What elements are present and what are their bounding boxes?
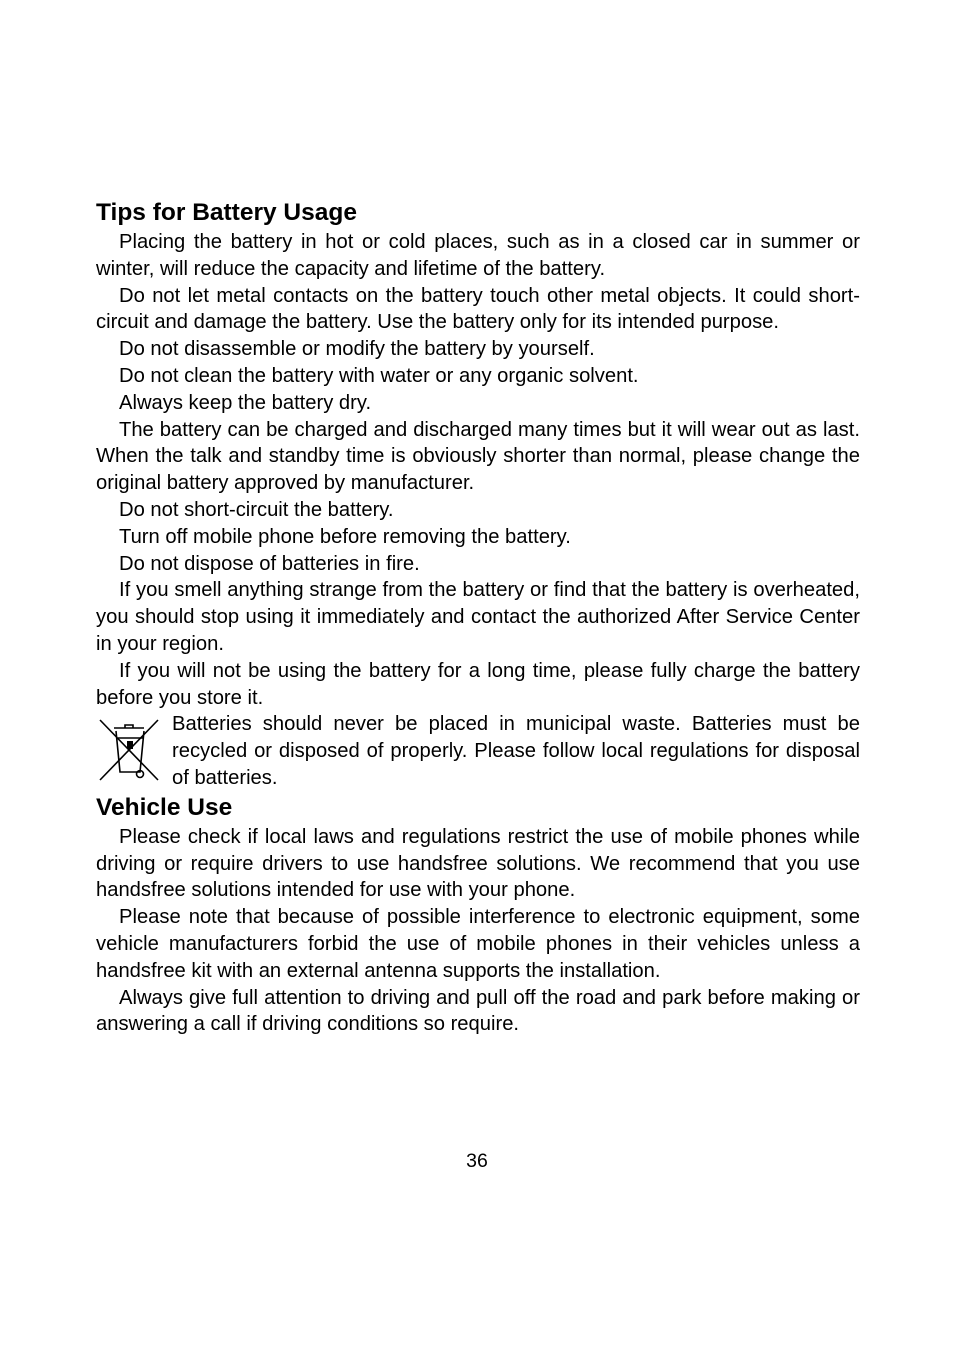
- battery-tip-paragraph: Do not disassemble or modify the battery by yourself.: [119, 338, 595, 361]
- battery-tip-paragraph: Turn off mobile phone before removing the battery.: [119, 525, 571, 548]
- battery-disposal-notice: [96, 711, 860, 792]
- vehicle-use-paragraph: Please note that because of possible interference to electronic equipment, some vehicle manufacturers forbid the use of mobile phones in their vehicles unless a handsfree kit with an external antenna supports the installation.: [96, 906, 860, 982]
- page-number: 36: [466, 1150, 488, 1172]
- battery-tip-paragraph: Do not let metal contacts on the battery touch other metal objects. It could short-circuit and damage the battery. Use the battery only for its intended purpose.: [96, 284, 860, 334]
- battery-tip-paragraph: Always keep the battery dry.: [119, 391, 372, 414]
- disposal-notice-text: Batteries should never be placed in municipal waste. Batteries must be recycled or disposed of properly. Please follow local regulations for disposal of batteries.: [172, 713, 860, 789]
- page-content: [96, 197, 860, 1038]
- section-title-vehicle-use: Vehicle Use: [96, 793, 233, 821]
- battery-tip-paragraph: If you will not be using the battery for a long time, please fully charge the battery before you store it.: [96, 659, 860, 709]
- battery-tip-paragraph: Do not short-circuit the battery.: [119, 498, 394, 521]
- battery-tip-paragraph: Placing the battery in hot or cold places, such as in a closed car in summer or winter, will reduce the capacity and lifetime of the battery.: [96, 231, 860, 280]
- battery-tip-paragraph: Do not dispose of batteries in fire.: [119, 552, 420, 575]
- battery-tip-paragraph: The battery can be charged and discharged many times but it will wear out as last. When the talk and standby time is obviously shorter than normal, please change the original battery approved by manufacturer.: [96, 418, 860, 495]
- section-title-battery-usage: Tips for Battery Usage: [96, 199, 357, 226]
- crossed-out-wheelie-bin-icon: [96, 714, 162, 784]
- battery-tip-paragraph: Do not clean the battery with water or any organic solvent.: [119, 364, 639, 387]
- vehicle-use-paragraph: Always give full attention to driving and pull off the road and park before making or answering a call if driving conditions so require.: [96, 986, 860, 1036]
- vehicle-use-paragraph: Please check if local laws and regulations restrict the use of mobile phones while driving or require drivers to use handsfree solutions. We recommend that you use handsfree solutions intended for use with your phone.: [96, 825, 860, 902]
- battery-tip-paragraph: If you smell anything strange from the battery or find that the battery is overheated, you should stop using it immediately and contact the authorized After Service Center in your region.: [96, 579, 860, 655]
